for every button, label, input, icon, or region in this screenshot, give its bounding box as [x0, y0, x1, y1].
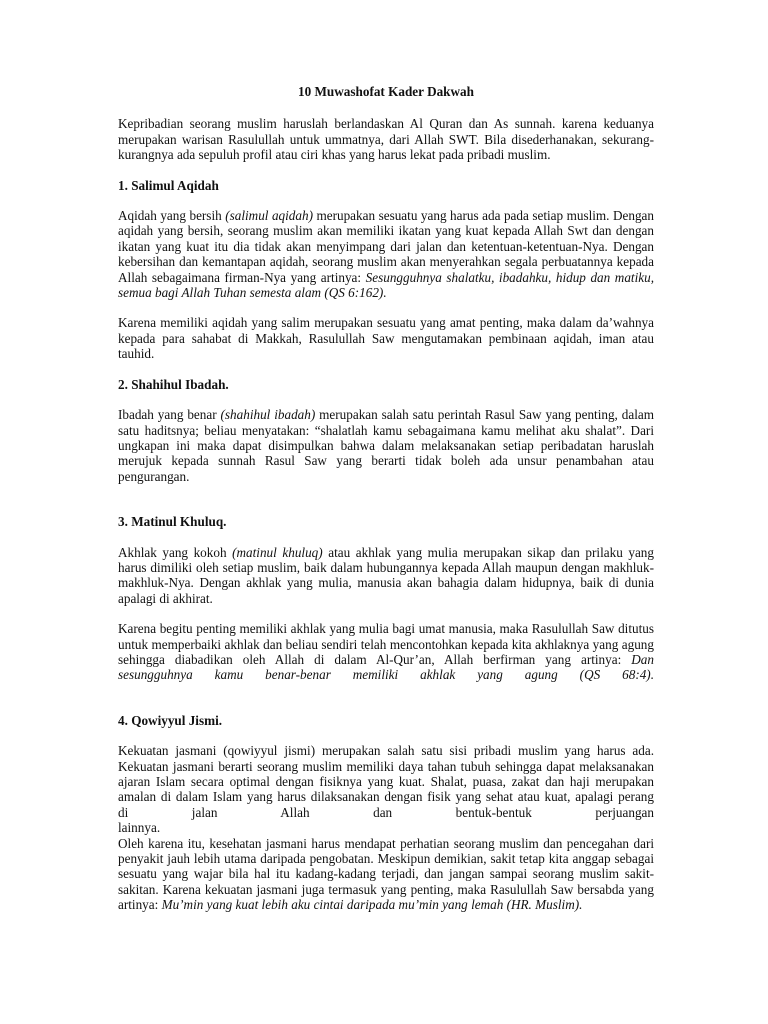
quran-quote: Sesungguhnya shalatku, ibadahku, hidup dan matiku, semua bagi Allah Tuhan semesta alam (QS 6:162).	[118, 269, 654, 301]
text-run: Aqidah yang bersih	[118, 208, 226, 224]
document-page	[118, 84, 654, 928]
text-run: merupakan salah satu perintah Rasul Saw yang penting, dalam satu haditsnya; beliau menyatakan: “shalatlah kamu sebagaimana kamu melihat aku shalat”. Dari ungkapan ini maka dapat disimpulkan bahwa dalam melaksanakan setiap peribadatan haruslah merujuk kepada sunnah Rasul Saw yang berarti tidak boleh ada unsur penambahan atau pengurangan.	[118, 407, 654, 484]
hadith-quote: Mu’min yang kuat lebih aku cintai daripada mu’min yang lemah (HR. Muslim).	[161, 897, 583, 913]
text-run: di jalan Allah dan bentuk-bentuk perjuangan lainnya.	[118, 804, 654, 836]
text-run: Akhlak yang kokoh	[118, 544, 233, 560]
section-heading-2: 2. Shahihul Ibadah.	[118, 376, 229, 392]
quran-quote: Dan sesungguhnya kamu benar-benar memiliki akhlak yang agung (QS 68:4).	[118, 651, 654, 683]
section-1-paragraph-1	[118, 208, 654, 300]
intro-paragraph: Kepribadian seorang muslim haruslah berlandaskan Al Quran dan As sunnah. karena keduanya merupakan warisan Rasulullah untuk ummatnya, dari Allah SWT. Bila disederhanakan, sekurang-kurangnya ada sepuluh profil atau ciri khas yang harus lekat pada pribadi muslim.	[118, 116, 654, 163]
section-2-paragraph-1	[118, 407, 654, 484]
text-run: Kekuatan jasmani (qowiyyul jismi) merupakan salah satu sisi pribadi muslim yang harus ada. Kekuatan jasmani berarti seorang muslim memiliki daya tahan tubuh sehingga dapat melaksanakan ajaran Islam secara optimal dengan fisiknya yang kuat. Shalat, puasa, zakat dan haji merupakan amalan di dalam Islam yang harus dilaksanakan dengan fisik yang sehat atau kuat, apalagi perang	[118, 743, 654, 805]
document-title: 10 Muwashofat Kader Dakwah	[298, 84, 474, 99]
section-heading-3: 3. Matinul Khuluq.	[118, 514, 227, 530]
italic-term: (salimul aqidah)	[225, 208, 313, 224]
italic-term: (shahihul ibadah)	[220, 407, 316, 423]
section-3-paragraph-2	[118, 621, 654, 683]
section-heading-4: 4. Qowiyyul Jismi.	[118, 712, 223, 728]
section-4-paragraph-1	[118, 743, 654, 912]
text-run: Oleh karena itu, kesehatan jasmani harus mendapat perhatian seorang muslim dan pencegahan dari penyakit jauh lebih utama daripada pengobatan. Meskipun demikian, sakit tetap kita anggap sebagai sesuatu yang wajar bila hal itu kadang-kadang terjadi, dan jangan sampai seorang muslim sakit-sakitan. Karena kekuatan jasmani juga termasuk yang penting, maka Rasulullah Saw bersabda yang artinya:	[118, 835, 654, 913]
text-run: atau akhlak yang mulia merupakan sikap dan prilaku yang harus dimiliki oleh setiap muslim, baik dalam hubungannya kepada Allah maupun dengan makhluk-makhluk-Nya. Dengan akhlak yang mulia, manusia akan bahagia dalam hidupnya, baik di dunia apalagi di akhirat.	[118, 544, 654, 606]
section-1-paragraph-2: Karena memiliki aqidah yang salim merupakan sesuatu yang amat penting, maka dalam da’wahnya kepada para sahabat di Makkah, Rasulullah Saw mengutamakan pembinaan aqidah, iman atau tauhid.	[118, 315, 654, 362]
italic-term: (matinul khuluq)	[232, 544, 323, 560]
section-3-paragraph-1	[118, 545, 654, 607]
text-run: Karena begitu penting memiliki akhlak yang mulia bagi umat manusia, maka Rasulullah Saw ditutus untuk memperbaiki akhlak dan beliau sendiri telah mencontohkan kepada kita akhlaknya yang agung sehingga diabadikan oleh Allah di dalam Al-Qur’an, Allah berfirman yang artinya:	[118, 621, 654, 667]
text-run: merupakan sesuatu yang harus ada pada setiap muslim. Dengan aqidah yang bersih, seorang muslim akan memiliki ikatan yang kuat kepada Allah Swt dan dengan ikatan yang kuat itu dia tidak akan menyimpang dari jalan dan ketentuan-ketentuan-Nya. Dengan kebersihan dan kemantapan aqidah, seorang muslim akan menyerahkan segala perbuatannya kepada Allah sebagaimana firman-Nya yang artinya:	[118, 208, 654, 285]
section-heading-1: 1. Salimul Aqidah	[118, 177, 219, 193]
text-run: Ibadah yang benar	[118, 407, 221, 423]
